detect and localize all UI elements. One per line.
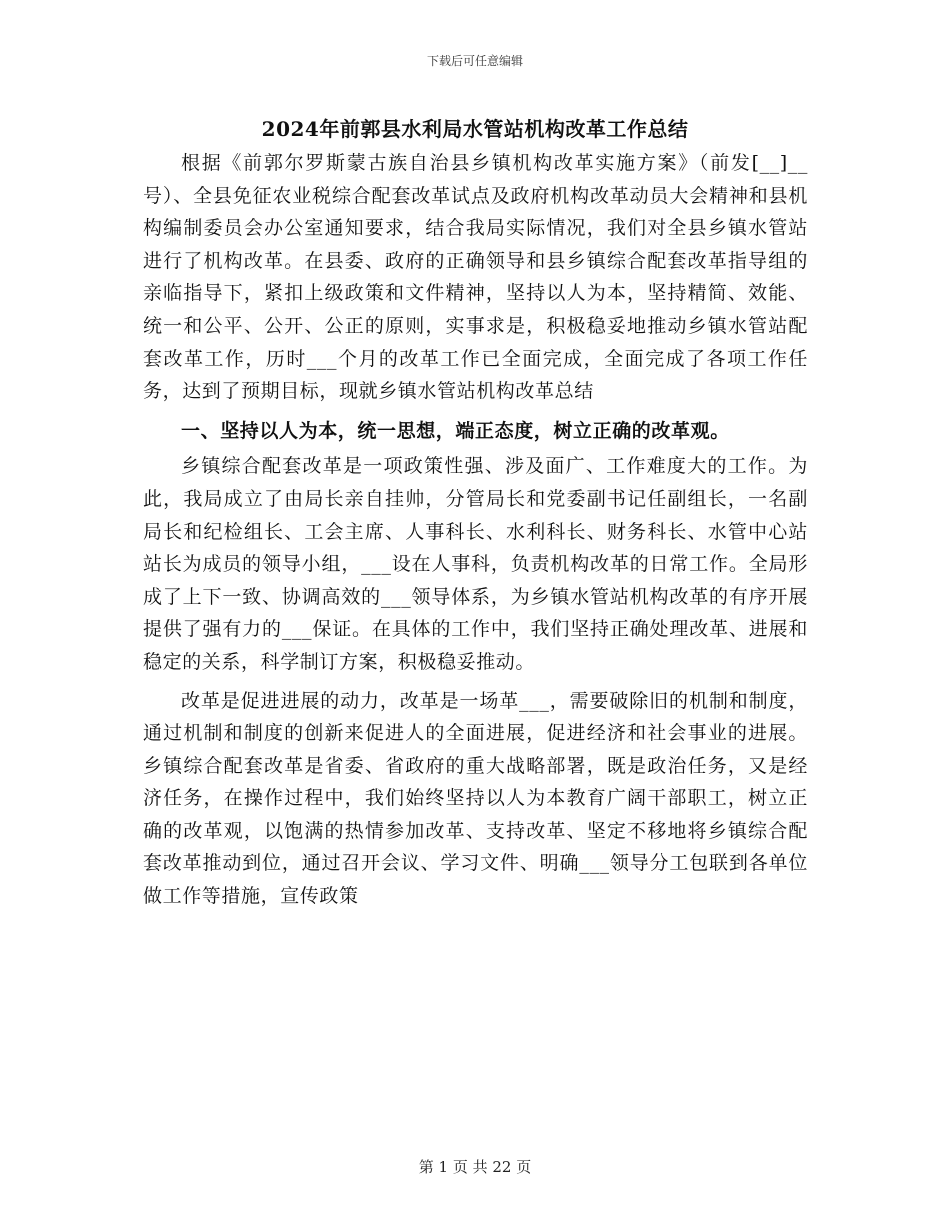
- body-paragraph: 改革是促进进展的动力，改革是一场革___，需要破除旧的机制和制度，通过机制和制度的创新来促进人的全面进展，促进经济和社会事业的进展。乡镇综合配套改革是省委、省政府的重大战略部署，既是政治任务，又是经济任务，在操作过程中，我们始终坚持以人为本教育广阔干部职工，树立正确的改革观，以饱满的热情参加改革、支持改革、坚定不移地将乡镇综合配套改革推动到位，通过召开会议、学习文件、明确___领导分工包联到各单位做工作等措施，宣传政策: [143, 689, 808, 908]
- intro-paragraph: 根据《前郭尔罗斯蒙古族自治县乡镇机构改革实施方案》（前发[__]__号）、全县免征农业税综合配套改革试点及政府机构改革动员大会精神和县机构编制委员会办公室通知要求，结合我局实际情况，我们对全县乡镇水管站进行了机构改革。在县委、政府的正确领导和县乡镇综合配套改革指导组的亲临指导下，紧扣上级政策和文件精神，坚持以人为本，坚持精简、效能、统一和公平、公开、公正的原则，实事求是，积极稳妥地推动乡镇水管站配套改革工作，历时___个月的改革工作已全面完成，全面完成了各项工作任务，达到了预期目标，现就乡镇水管站机构改革总结: [143, 152, 808, 403]
- document-title: 2024年前郭县水利局水管站机构改革工作总结: [261, 117, 689, 141]
- section-heading: 一、坚持以人为本，统一思想，端正态度，树立正确的改革观。: [181, 419, 730, 442]
- page-number: 第 1 页 共 22 页: [418, 1158, 532, 1176]
- body-paragraph: 乡镇综合配套改革是一项政策性强、涉及面广、工作难度大的工作。为此，我局成立了由局长亲自挂帅，分管局长和党委副书记任副组长，一名副局长和纪检组长、工会主席、人事科长、水利科长、财务科长、水管中心站站长为成员的领导小组，___设在人事科，负责机构改革的日常工作。全局形成了上下一致、协调高效的___领导体系，为乡镇水管站机构改革的有序开展提供了强有力的___保证。在具体的工作中，我们坚持正确处理改革、进展和稳定的关系，科学制订方案，积极稳妥推动。: [143, 455, 808, 673]
- document-body: [143, 147, 808, 919]
- header-note: 下载后可任意编辑: [426, 54, 523, 68]
